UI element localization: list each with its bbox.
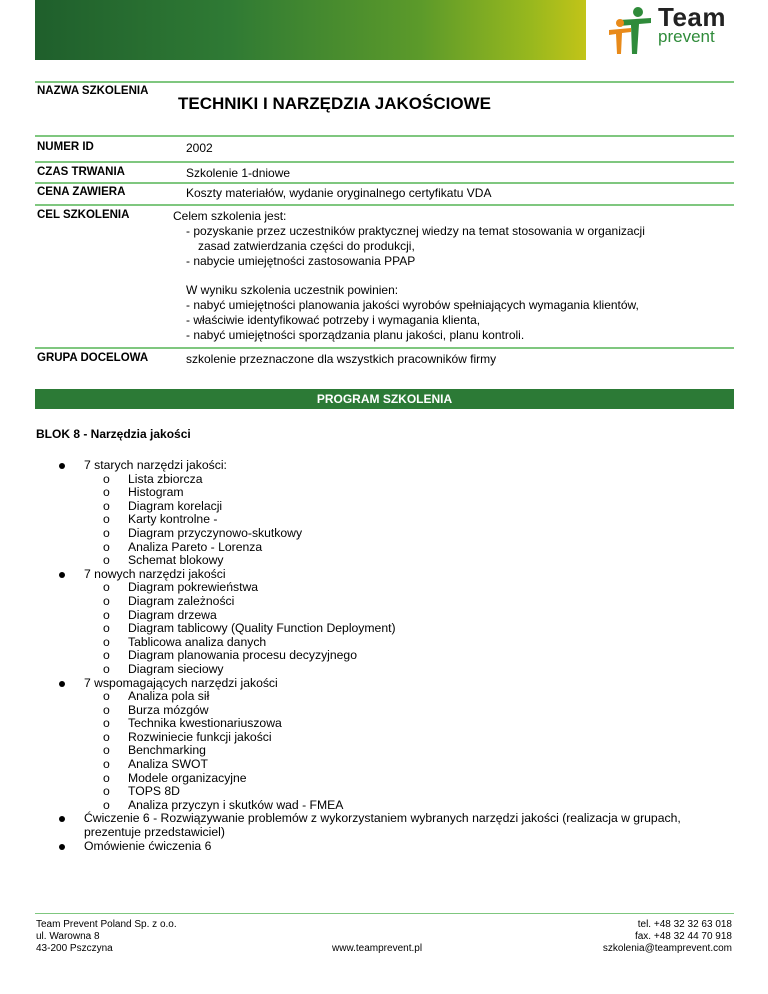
program-subitem — [36, 717, 736, 731]
czas-value: Szkolenie 1-dniowe — [186, 166, 291, 180]
bullet-icon — [59, 572, 65, 578]
program-subitem-text: Analiza pola sił — [128, 689, 210, 704]
circle-bullet-icon: o — [103, 580, 110, 595]
czas-label: CZAS TRWANIA — [37, 166, 125, 178]
bullet-icon — [59, 681, 65, 687]
program-subitem-text: Analiza przyczyn i skutków wad - FMEA — [128, 797, 344, 812]
team-prevent-logo — [605, 2, 745, 58]
numer-value: 2002 — [186, 141, 213, 155]
program-item — [36, 840, 736, 854]
divider — [35, 135, 734, 137]
program-subitem-text: Benchmarking — [128, 743, 206, 758]
program-header-text: PROGRAM SZKOLENIA — [316, 392, 453, 406]
footer-contact — [603, 919, 732, 955]
program-subitem-text: Schemat blokowy — [128, 553, 224, 568]
footer-phone: tel. +48 32 32 63 018 — [637, 919, 732, 930]
circle-bullet-icon: o — [103, 702, 110, 717]
program-subitem-text: Diagram planowania procesu decyzyjnego — [128, 648, 357, 663]
program-subitem-text: Diagram przyczynowo-skutkowy — [128, 525, 303, 540]
circle-bullet-icon: o — [103, 716, 110, 731]
cel-line: - nabyć umiejętności sporządzania planu jakości, planu kontroli. — [186, 328, 525, 342]
program-subitem-text: Diagram drzewa — [128, 607, 217, 622]
circle-bullet-icon: o — [103, 621, 110, 636]
program-subitem — [36, 772, 736, 786]
program-subitem — [36, 690, 736, 704]
circle-bullet-icon: o — [103, 593, 110, 608]
circle-bullet-icon: o — [103, 689, 110, 704]
circle-bullet-icon: o — [103, 512, 110, 527]
circle-bullet-icon: o — [103, 485, 110, 500]
footer-city: 43-200 Pszczyna — [36, 943, 113, 954]
cel-line: - pozyskanie przez uczestników praktycznej wiedzy na temat stosowania w organizacji — [186, 224, 645, 238]
header-banner — [35, 0, 586, 60]
circle-bullet-icon: o — [103, 743, 110, 758]
program-subitem — [36, 785, 736, 799]
program-subitem — [36, 731, 736, 745]
program-subitem-text: TOPS 8D — [128, 784, 180, 799]
program-subitem — [36, 541, 736, 555]
bullet-icon — [59, 844, 65, 850]
numer-label: NUMER ID — [37, 141, 94, 153]
cel-label: CEL SZKOLENIA — [37, 209, 130, 221]
circle-bullet-icon: o — [103, 471, 110, 486]
people-logo-icon — [605, 6, 657, 58]
footer-address — [36, 919, 177, 955]
program-subitem — [36, 473, 736, 487]
divider — [35, 204, 734, 206]
program-subitem — [36, 609, 736, 623]
program-subitem-text: Karty kontrolne - — [128, 512, 218, 527]
cena-label: CENA ZAWIERA — [37, 186, 126, 198]
program-item — [36, 677, 736, 691]
footer-divider — [35, 913, 734, 914]
program-item-text: 7 starych narzędzi jakości: — [84, 458, 227, 472]
footer-company: Team Prevent Poland Sp. z o.o. — [36, 919, 177, 930]
program-item-text: 7 nowych narzędzi jakości — [84, 566, 226, 581]
cel-line: - właściwie identyfikować potrzeby i wymagania klienta, — [186, 313, 481, 327]
bullet-icon — [59, 816, 65, 822]
program-subitem-text: Diagram korelacji — [128, 498, 223, 513]
program-subitem — [36, 622, 736, 636]
program-subitem — [36, 744, 736, 758]
divider — [35, 161, 734, 163]
circle-bullet-icon: o — [103, 797, 110, 812]
footer-fax: fax. +48 32 44 70 918 — [634, 931, 732, 942]
circle-bullet-icon: o — [103, 784, 110, 799]
program-subitem-text: Tablicowa analiza danych — [128, 634, 267, 649]
divider — [35, 347, 734, 349]
circle-bullet-icon: o — [103, 729, 110, 744]
cel-line: Celem szkolenia jest: — [173, 209, 287, 223]
program-subitem — [36, 554, 736, 568]
program-item — [36, 568, 736, 582]
footer-street: ul. Warowna 8 — [36, 931, 100, 942]
program-subitem — [36, 500, 736, 514]
program-list — [36, 459, 736, 853]
program-subitem-text: Rozwiniecie funkcji jakości — [128, 729, 272, 744]
footer-email[interactable]: szkolenia@teamprevent.com — [602, 943, 732, 954]
cel-line: - nabyć umiejętności planowania jakości wyrobów spełniających wymagania klientów, — [186, 298, 639, 312]
program-item — [36, 459, 736, 473]
program-header — [35, 389, 734, 409]
program-subitem-text: Technika kwestionariuszowa — [128, 716, 282, 731]
cel-line: W wyniku szkolenia uczestnik powinien: — [186, 283, 399, 297]
program-subitem — [36, 758, 736, 772]
program-subitem-text: Modele organizacyjne — [128, 770, 247, 785]
circle-bullet-icon: o — [103, 634, 110, 649]
program-subitem — [36, 649, 736, 663]
program-subitem-text: Diagram tablicowy (Quality Function Deployment) — [128, 621, 396, 636]
program-subitem — [36, 704, 736, 718]
program-subitem-text: Diagram zależności — [128, 593, 235, 608]
cel-text — [173, 209, 645, 343]
circle-bullet-icon: o — [103, 553, 110, 568]
program-subitem — [36, 663, 736, 677]
program-subitem-text: Histogram — [128, 485, 184, 500]
divider — [35, 81, 734, 83]
circle-bullet-icon: o — [103, 661, 110, 676]
grupa-label: GRUPA DOCELOWA — [37, 352, 149, 364]
circle-bullet-icon: o — [103, 757, 110, 772]
program-subitem — [36, 527, 736, 541]
program-subitem-text: Lista zbiorcza — [128, 471, 203, 486]
logo-prevent-text: prevent — [658, 27, 715, 46]
program-subitem — [36, 513, 736, 527]
program-subitem — [36, 595, 736, 609]
training-title: TECHNIKI I NARZĘDZIA JAKOŚCIOWE — [178, 94, 491, 113]
footer-website[interactable]: www.teamprevent.pl — [332, 943, 423, 954]
circle-bullet-icon: o — [103, 648, 110, 663]
program-subitem-text: Diagram pokrewieństwa — [128, 580, 259, 595]
cel-line: - nabycie umiejętności zastosowania PPAP — [186, 254, 416, 268]
cel-line: zasad zatwierdzania części do produkcji, — [198, 239, 415, 253]
blok-heading: BLOK 8 - Narzędzia jakości — [36, 427, 191, 441]
nazwa-label: NAZWA SZKOLENIA — [37, 85, 149, 97]
program-item — [36, 812, 736, 839]
circle-bullet-icon: o — [103, 525, 110, 540]
program-subitem-text: Analiza SWOT — [128, 757, 208, 772]
program-subitem-text: Diagram sieciowy — [128, 661, 224, 676]
circle-bullet-icon: o — [103, 770, 110, 785]
circle-bullet-icon: o — [103, 607, 110, 622]
logo-team-text: Team — [658, 2, 726, 32]
program-subitem — [36, 581, 736, 595]
divider — [35, 182, 734, 184]
program-subitem-text: Analiza Pareto - Lorenza — [128, 539, 263, 554]
circle-bullet-icon: o — [103, 539, 110, 554]
cena-value: Koszty materiałów, wydanie oryginalnego certyfikatu VDA — [186, 186, 492, 200]
grupa-value: szkolenie przeznaczone dla wszystkich pracowników firmy — [186, 352, 497, 366]
program-item-text: 7 wspomagających narzędzi jakości — [84, 675, 278, 690]
program-subitem — [36, 486, 736, 500]
program-item-text: Omówienie ćwiczenia 6 — [84, 838, 212, 853]
program-subitem-text: Burza mózgów — [128, 702, 209, 717]
bullet-icon — [59, 463, 65, 469]
circle-bullet-icon: o — [103, 498, 110, 513]
program-subitem — [36, 636, 736, 650]
program-item-text: Ćwiczenie 6 - Rozwiązywanie problemów z wykorzystaniem wybranych narzędzi jakości (realizacja w grupach, prezentuje przedstawiciel) — [84, 811, 681, 840]
